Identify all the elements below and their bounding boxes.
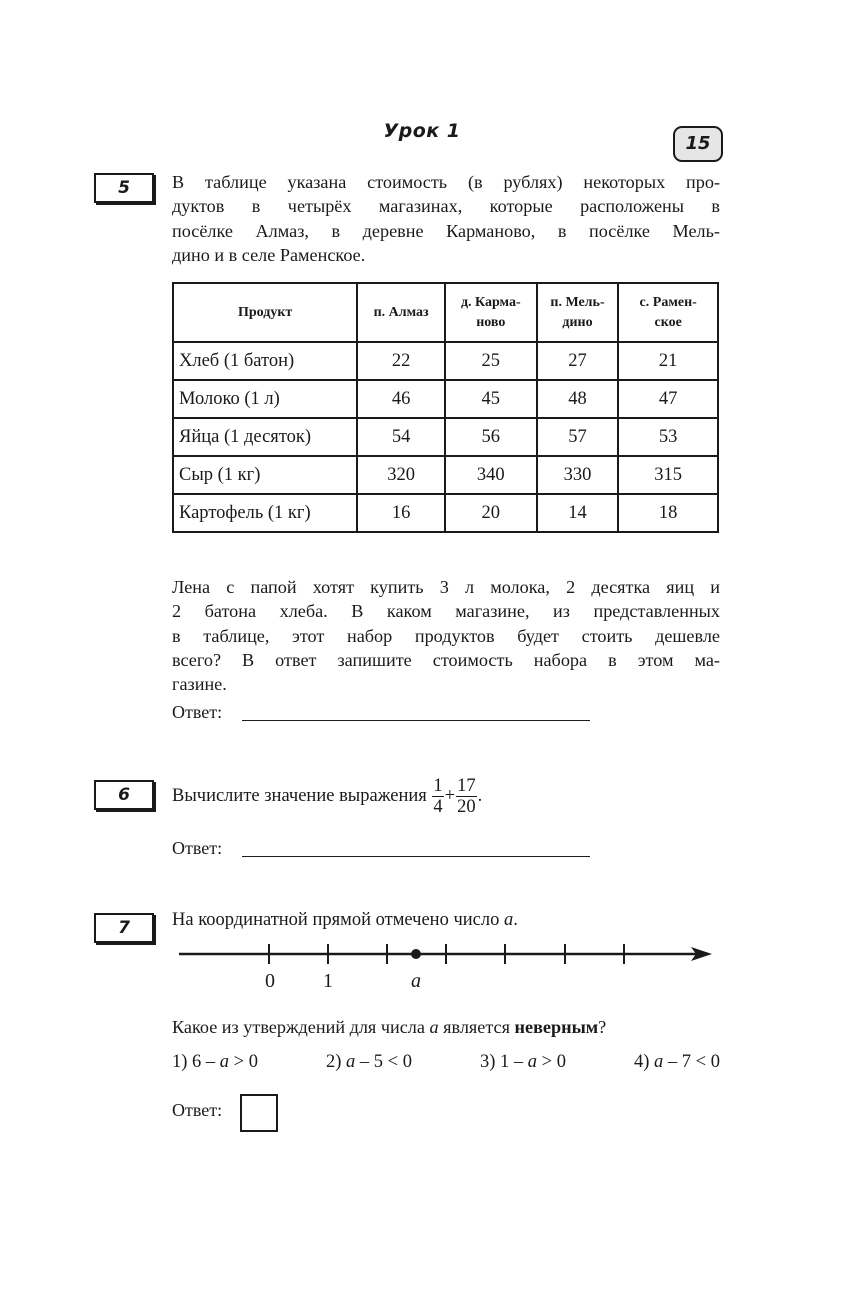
task7-answer-label: Ответ: bbox=[172, 1100, 223, 1120]
table-row bbox=[173, 494, 718, 532]
table-row bbox=[173, 380, 718, 418]
option-1 bbox=[172, 1052, 258, 1073]
option-number: 2) bbox=[326, 1052, 342, 1072]
task5-intro-line: дино и в селе Раменское. bbox=[172, 244, 366, 265]
tick-label-0: 0 bbox=[265, 970, 275, 992]
price-cell: 45 bbox=[445, 380, 537, 418]
task5-question-line: газине. bbox=[172, 674, 227, 695]
question-text: Какое из утверждений для числа bbox=[172, 1017, 425, 1037]
answer-options bbox=[172, 1052, 720, 1073]
header-text: ново bbox=[476, 314, 506, 330]
header-text: п. Мель- bbox=[550, 294, 605, 310]
task5-answer-label: Ответ: bbox=[172, 702, 223, 722]
price-cell: 47 bbox=[618, 380, 718, 418]
plus-operator: + bbox=[444, 786, 456, 806]
price-cell: 54 bbox=[357, 418, 445, 456]
column-header-meldino bbox=[537, 283, 619, 342]
table-row bbox=[173, 418, 718, 456]
column-header-almaz bbox=[357, 283, 445, 342]
task-number-6: 6 bbox=[94, 780, 154, 810]
price-cell: 53 bbox=[618, 418, 718, 456]
column-header-karmanovo bbox=[445, 283, 537, 342]
header-text: ское bbox=[654, 314, 682, 330]
option-3 bbox=[480, 1052, 566, 1073]
option-expr: > 0 bbox=[229, 1052, 258, 1072]
price-cell: 48 bbox=[537, 380, 619, 418]
product-cell: Картофель (1 кг) bbox=[173, 494, 357, 532]
price-cell: 25 bbox=[445, 342, 537, 380]
price-cell: 330 bbox=[537, 456, 619, 494]
fraction-1-4 bbox=[432, 776, 443, 817]
task5-question-line: всего? В ответ запишите стоимость набора в этом ма- bbox=[172, 649, 720, 670]
table-row bbox=[173, 456, 718, 494]
task-number-5: 5 bbox=[94, 173, 154, 203]
price-cell: 20 bbox=[445, 494, 537, 532]
variable-a: a bbox=[527, 1052, 538, 1072]
variable-a: a bbox=[429, 1017, 439, 1037]
option-expr: 1 – bbox=[500, 1052, 528, 1072]
task-number-7: 7 bbox=[94, 913, 154, 943]
end-punct: . bbox=[513, 910, 518, 930]
price-cell: 57 bbox=[537, 418, 619, 456]
point-label-a: a bbox=[411, 970, 421, 992]
task5-answer-field[interactable] bbox=[242, 719, 590, 721]
lesson-title: Урок 1 bbox=[383, 120, 461, 142]
price-cell: 14 bbox=[537, 494, 619, 532]
task5-intro-line: дуктов в четырёх магазинах, которые расположены в bbox=[172, 196, 720, 217]
header-text: с. Рамен- bbox=[639, 294, 697, 310]
variable-a: a bbox=[503, 910, 514, 930]
price-cell: 21 bbox=[618, 342, 718, 380]
option-expr: > 0 bbox=[537, 1052, 566, 1072]
question-text: является bbox=[443, 1017, 510, 1037]
task6-answer-label: Ответ: bbox=[172, 838, 223, 858]
option-expr: 6 – bbox=[192, 1052, 220, 1072]
tick-label-1: 1 bbox=[323, 970, 333, 992]
variable-a: a bbox=[219, 1052, 230, 1072]
price-cell: 315 bbox=[618, 456, 718, 494]
fraction-17-20 bbox=[456, 776, 477, 817]
task5-intro-line: В таблице указана стоимость (в рублях) некоторых про- bbox=[172, 172, 720, 192]
header-text: Продукт bbox=[238, 304, 293, 320]
variable-a: a bbox=[346, 1052, 356, 1072]
column-header-product bbox=[173, 283, 357, 342]
point-a bbox=[411, 949, 421, 959]
header-text: п. Алмаз bbox=[373, 304, 429, 320]
option-2 bbox=[326, 1052, 412, 1073]
task7-question bbox=[172, 1017, 606, 1038]
end-punct: . bbox=[477, 786, 483, 806]
task5-intro-line: посёлке Алмаз, в деревне Карманово, в посёлке Мель- bbox=[172, 220, 720, 241]
price-cell: 27 bbox=[537, 342, 619, 380]
fraction-denominator: 4 bbox=[433, 797, 443, 817]
column-header-ramenskoe bbox=[618, 283, 718, 342]
task7-statement bbox=[172, 910, 518, 931]
header-text: д. Карма- bbox=[460, 294, 521, 310]
price-cell: 320 bbox=[357, 456, 445, 494]
price-cell: 46 bbox=[357, 380, 445, 418]
task6-statement bbox=[172, 776, 482, 817]
fraction-numerator: 1 bbox=[433, 776, 443, 796]
product-cell: Яйца (1 десяток) bbox=[173, 418, 357, 456]
task5-intro bbox=[172, 170, 720, 267]
price-cell: 16 bbox=[357, 494, 445, 532]
task5-question-line: в таблице, этот набор продуктов будет стоить дешевле bbox=[172, 625, 720, 646]
header-text: дино bbox=[562, 314, 593, 330]
task5-question-line: 2 батона хлеба. В каком магазине, из представленных bbox=[172, 601, 720, 622]
product-cell: Хлеб (1 батон) bbox=[173, 342, 357, 380]
price-table bbox=[172, 282, 719, 533]
task5-question-line: Лена с папой хотят купить 3 л молока, 2 десятка яиц и bbox=[172, 577, 720, 597]
price-cell: 340 bbox=[445, 456, 537, 494]
price-cell: 22 bbox=[357, 342, 445, 380]
table-header-row bbox=[173, 283, 718, 342]
task7-answer-box[interactable] bbox=[240, 1094, 278, 1132]
product-cell: Сыр (1 кг) bbox=[173, 456, 357, 494]
fraction-denominator: 20 bbox=[457, 797, 476, 817]
task7-text: На координатной прямой отмечено число bbox=[172, 910, 500, 930]
fraction-numerator: 17 bbox=[457, 776, 476, 796]
option-expr: – 5 < 0 bbox=[355, 1052, 412, 1072]
variable-a: a bbox=[654, 1052, 664, 1072]
task6-text: Вычислите значение выражения bbox=[172, 786, 427, 806]
price-cell: 56 bbox=[445, 418, 537, 456]
task6-answer-field[interactable] bbox=[242, 855, 590, 857]
option-number: 3) bbox=[480, 1052, 496, 1072]
price-cell: 18 bbox=[618, 494, 718, 532]
option-number: 4) bbox=[634, 1052, 650, 1072]
question-emphasis: неверным bbox=[514, 1017, 599, 1037]
option-4 bbox=[634, 1052, 720, 1073]
option-number: 1) bbox=[172, 1052, 188, 1072]
product-cell: Молоко (1 л) bbox=[173, 380, 357, 418]
page-number: 15 bbox=[673, 126, 723, 162]
question-mark: ? bbox=[598, 1017, 607, 1037]
table-row bbox=[173, 342, 718, 380]
option-expr: – 7 < 0 bbox=[663, 1052, 720, 1072]
task5-question bbox=[172, 575, 720, 696]
